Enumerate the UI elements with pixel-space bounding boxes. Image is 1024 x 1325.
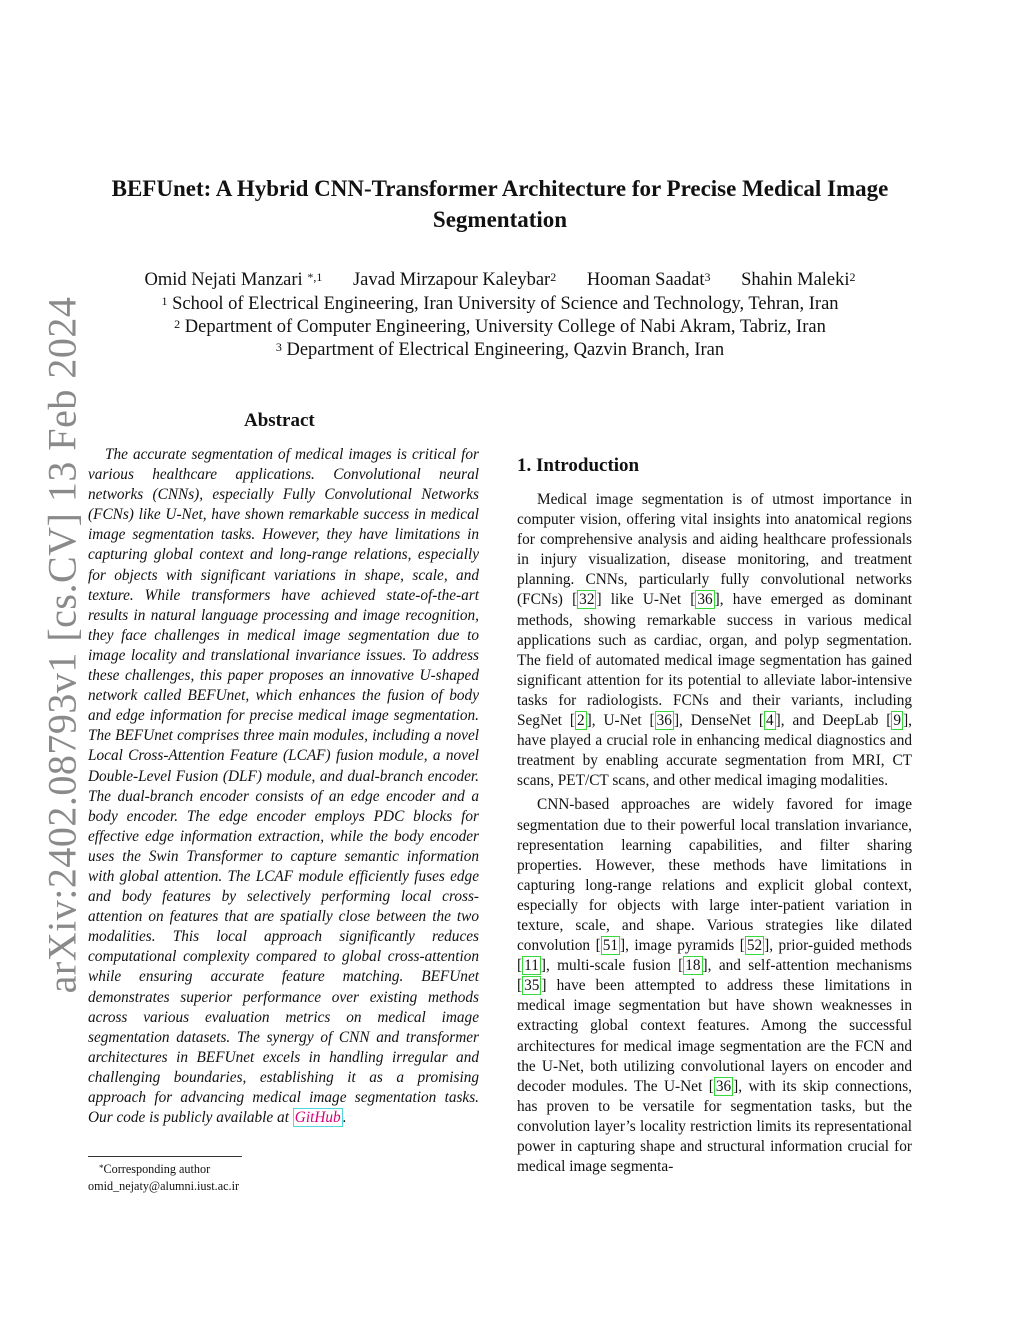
- citation-link[interactable]: 36: [715, 1077, 732, 1095]
- abstract-text: The accurate segmentation of medical images is critical for various healthcare applications. Convolutional neural networks (CNNs), especially Fully Convolutional Networks (FCNs) like U-Net, have shown remarkable success in medical image segmentation tasks. However, they have limitations in capturing global context and long-range relations, especially for objects with significant variations in shape, scale, and texture. While transformers have achieved state-of-the-art results in natural language processing and image recognition, they face challenges in medical image segmentation due to image locality and translational invariance issues. To address these challenges, this paper proposes an innovative U-shaped network called BEFUnet, which enhances the fusion of body and edge information for precise medical image segmentation. The BEFUnet comprises three main modules, including a novel Local Cross-Attention Feature (LCAF) fusion module, a novel Double-Level Fusion (DLF) module, and dual-branch encoder. The dual-branch encoder consists of an edge encoder and a body encoder. The edge encoder employs PDC blocks for effective edge information extraction, while the body encoder uses the Swin Transformer to capture semantic information with global attention. The LCAF module efficiently fuses edge and body features by selectively performing local cross-attention on features that are spatially close between the two modalities. This local approach significantly reduces computational complexity compared to global cross-attention while ensuring accurate feature matching. BEFUnet demonstrates superior performance over existing methods across various evaluation metrics on medical image segmentation datasets. The synergy of CNN and transformer architectures in BEFUnet excels in handling irregular and challenging boundaries, establishing it as a promising approach for advancing medical image segmentation tasks. Our code is publicly available at: [88, 446, 479, 1127]
- author-list: [0, 269, 1000, 292]
- affiliation: $^2$ Department of Computer Engineering, University College of Nabi Akram, Tabriz, Iran: [174, 317, 826, 337]
- author: Omid Nejati Manzari $^{*,1}$: [144, 270, 323, 290]
- citation-link[interactable]: 11: [524, 957, 539, 975]
- introduction-body: [517, 490, 912, 1181]
- author-email: omid_nejaty@alumni.iust.ac.ir: [88, 1179, 240, 1193]
- citation-link[interactable]: 18: [685, 957, 701, 975]
- citation-link[interactable]: 52: [746, 937, 763, 955]
- affiliation: $^3$ Department of Electrical Engineering, Qazvin Branch, Iran: [275, 340, 725, 360]
- abstract-heading: Abstract: [244, 410, 315, 431]
- section-heading-introduction: 1. Introduction: [517, 455, 640, 476]
- affiliation: $^1$ School of Electrical Engineering, Iran University of Science and Technology, Tehran, Iran: [161, 294, 839, 314]
- citation-link[interactable]: 51: [602, 937, 618, 955]
- citation-link[interactable]: 2: [577, 712, 585, 730]
- citation-link[interactable]: 35: [524, 977, 540, 995]
- footnote: *Corresponding author omid_nejaty@alumni.iust.ac.ir: [88, 1162, 240, 1193]
- footnote-divider: [88, 1156, 242, 1157]
- citation-link[interactable]: 36: [656, 712, 672, 730]
- paragraph: CNN-based approaches are widely favored for image segmentation due to their powerful local translation invariance, representation learning capabilities, and filter sharing properties. However, these methods have limitations in capturing long-range relations and explicit global context, especially for objects with large inter-patient variation in texture, scale, and shape. Various strategies like dilated convolution [ 51 ], image pyramids [ 52 ], prior-guided methods [ 11 ], multi-scale fusion [ 18 ], and self-attention mechanisms [ 35 ] have been attempted to address these limitations in medical image segmentation but have shown weaknesses in extracting global context features. Among the successful architectures for medical image segmentation are the FCN and the U-Net, both utilizing convolutional layers on encoder and decoder modules. The U-Net [ 36 ], with its skip connections, has proven to be versatile for segmentation tasks, but the convolution layer’s locality restriction limits its representational power in capturing shape and structural information crucial for medical image segmenta-: [517, 796, 913, 1176]
- citation-link[interactable]: 4: [766, 712, 774, 730]
- paragraph: Medical image segmentation is of utmost importance in computer vision, offering vital insights into anatomical regions for comprehensive analysis and aiding healthcare professionals in injury visualization, disease monitoring, and treatment planning. CNNs, particularly fully convolutional networks (FCNs) [ 32 ] like U-Net [ 36 ], have emerged as dominant methods, showing remarkable success in various medical applications such as cardiac, organ, and polyp segmentation. The field of automated medical image segmentation has gained significant attention for its potential to alleviate labor-intensive tasks for radiologists. FCNs and their variants, including SegNet [ 2 ], U-Net [ 36 ], DenseNet [ 4 ], and DeepLab [ 9 ], have played a crucial role in enhancing medical diagnostics and treatment by enabling accurate segmentation from MRI, CT scans, PET/CT scans, and other medical imaging modalities.: [517, 491, 912, 790]
- author: Javad Mirzapour Kaleybar$^2$: [352, 270, 557, 290]
- author: Hooman Saadat$^3$: [586, 270, 711, 290]
- paper-title: BEFUnet: A Hybrid CNN-Transformer Architecture for Precise Medical Image Segmentation: [111, 176, 889, 232]
- abstract-body: The accurate segmentation of medical images is critical for various healthcare applications. Convolutional neural networks (CNNs), especially Fully Convolutional Networks (FCNs) like U-Net, have shown remarkable success in medical image segmentation tasks. However, they have limitations in capturing global context and long-range relations, especially for objects with significant variations in shape, scale, and texture. While transformers have achieved state-of-the-art results in natural language processing and image recognition, they face challenges in medical image segmentation due to image locality and translational invariance issues. To address these challenges, this paper proposes an innovative U-shaped network called BEFUnet, which enhances the fusion of body and edge information for precise medical image segmentation. The BEFUnet comprises three main modules, including a novel Local Cross-Attention Feature (LCAF) fusion module, a novel Double-Level Fusion (DLF) module, and dual-branch encoder. The dual-branch encoder consists of an edge encoder and a body encoder. The edge encoder employs PDC blocks for effective edge information extraction, while the body encoder uses the Swin Transformer to capture semantic information with global attention. The LCAF module efficiently fuses edge and body features by selectively performing local cross-attention on features that are spatially close between the two modalities. This local approach significantly reduces computational complexity compared to global cross-attention while ensuring accurate feature matching. BEFUnet demonstrates superior performance over existing methods across various evaluation metrics on medical image segmentation datasets. The synergy of CNN and transformer architectures in BEFUnet excels in handling irregular and challenging boundaries, establishing it as a promising approach for advancing medical image segmentation tasks. Our code is publicly available at GitHub .: [88, 446, 479, 1127]
- arxiv-identifier: arXiv:2402.08793v1 [cs.CV] 13 Feb 2024: [39, 296, 85, 994]
- citation-link[interactable]: 36: [697, 591, 713, 609]
- github-link[interactable]: GitHub: [294, 1109, 341, 1127]
- citation-link[interactable]: 32: [579, 591, 595, 609]
- author: Shahin Maleki$^2$: [741, 270, 856, 290]
- citation-link[interactable]: 9: [893, 712, 902, 730]
